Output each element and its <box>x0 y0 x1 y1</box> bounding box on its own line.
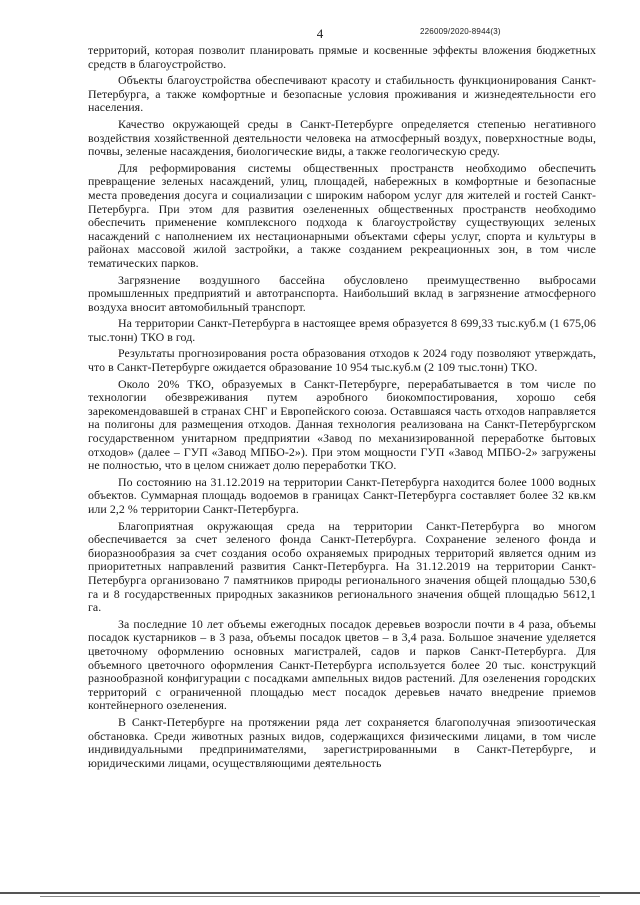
document-body <box>88 44 596 773</box>
paragraph: По состоянию на 31.12.2019 на территории Санкт-Петербурга находится более 1000 водных объектов. Суммарная площадь водоемов в границах Санкт-Петербурга составляет более 32 кв.км или 2,2 % территории Санкт-Петербурга. <box>88 474 596 516</box>
paragraph: Благоприятная окружающая среда на территории Санкт-Петербурга во многом обеспечивается за счет зеленого фонда Санкт-Петербурга. Сохранение зеленого фонда и биоразнообразия за счет создания особо охраняемых природных территорий является одним из приоритетных направлений развития Санкт-Петербурга. На 31.12.2019 на территории Санкт-Петербурга организовано 7 памятников природы регионального значения общей площадью 530,6 га и 8 государственных природных заказников регионального значения общей площадью 5612,1 га. <box>88 518 596 615</box>
scan-edge-line <box>40 896 600 897</box>
paragraph: Объекты благоустройства обеспечивают красоту и стабильность функционирования Санкт-Петербурга, а также комфортные и безопасные условия проживания и жизнедеятельности его населения. <box>88 73 596 115</box>
paragraph: Результаты прогнозирования роста образования отходов к 2024 году позволяют утверждать, что в Санкт-Петербурге ожидается образование 10 954 тыс.куб.м (2 109 тыс.тонн) ТКО. <box>88 346 596 375</box>
paragraph: территорий, которая позволит планировать прямые и косвенные эффекты вложения бюджетных средств в благоустройство. <box>88 43 596 71</box>
paragraph: За последние 10 лет объемы ежегодных посадок деревьев возросли почти в 4 раза, объемы посадок кустарников – в 3 раза, объемы посадок цветов – в 3,4 раза. Большое значение уделяется цветочному оформлению основных магистралей, садов и парков Санкт-Петербурга. Для объемного цветочного оформления Санкт-Петербурга используется более 20 тыс. конструкций разнообразной конфигурации с посадками ампельных видов растений. Для озеленения городских территорий с ограниченной площадью мест посадок деревьев начато внедрение приемов контейнерного озеленения. <box>88 616 596 713</box>
paragraph: В Санкт-Петербурге на протяжении ряда лет сохраняется благополучная эпизоотическая обстановка. Среди животных разных видов, содержащихся физическими лицами, в том числе индивидуальными предпринимателями, зарегистрированными в Санкт-Петербурге, и юридическими лицами, осуществляющими деятельность <box>88 714 596 770</box>
scan-edge-line <box>0 892 640 894</box>
paragraph: Загрязнение воздушного бассейна обусловлено преимущественно выбросами промышленных предприятий и автотранспорта. Наибольший вклад в загрязнение атмосферного воздуха вносит автомобильный транспорт. <box>88 272 596 314</box>
paragraph: Около 20% ТКО, образуемых в Санкт-Петербурге, перерабатывается в том числе по технологии обезвреживания путем аэробного биокомпостирования, хорошо себя зарекомендовавшей в странах СНГ и Европейского союза. Оставшаяся часть отходов направляется на полигоны для размещения отходов. Данная технология реализована на Санкт-Петербургском государственном унитарном предприятии «Завод по механизированной переработке бытовых отходов» (далее – ГУП «Завод МПБО-2»). При этом мощности ГУП «Завод МПБО-2» загружены не полностью, что в целом снижает долю переработки ТКО. <box>88 376 596 473</box>
paragraph: На территории Санкт-Петербурга в настоящее время образуется 8 699,33 тыс.куб.м (1 675,06 тыс.тонн) ТКО в год. <box>88 316 596 344</box>
paragraph: Качество окружающей среды в Санкт-Петербурге определяется степенью негативного воздействия хозяйственной деятельности человека на атмосферный воздух, поверхностные воды, почвы, зеленые насаждения, биологические виды, а также геологическую среду. <box>88 116 596 159</box>
document-code: 226009/2020-8944(3) <box>420 27 501 36</box>
page-number: 4 <box>316 26 324 41</box>
paragraph: Для реформирования системы общественных пространств необходимо обеспечить превращение зеленых насаждений, улиц, площадей, набережных в комфортные и безопасные места проведения досуга и социализации с широким набором услуг для жителей и гостей Санкт-Петербурга. При этом для развития озелененных общественных пространств необходимо обеспечить применение комплексного подхода к благоустройству существующих зеленых насаждений с наполнением их нестационарными объектами сферы услуг, спорта и культуры в районах массовой жилой застройки, а также созданием рекреационных зон, в том числе тематических парков. <box>88 160 596 270</box>
